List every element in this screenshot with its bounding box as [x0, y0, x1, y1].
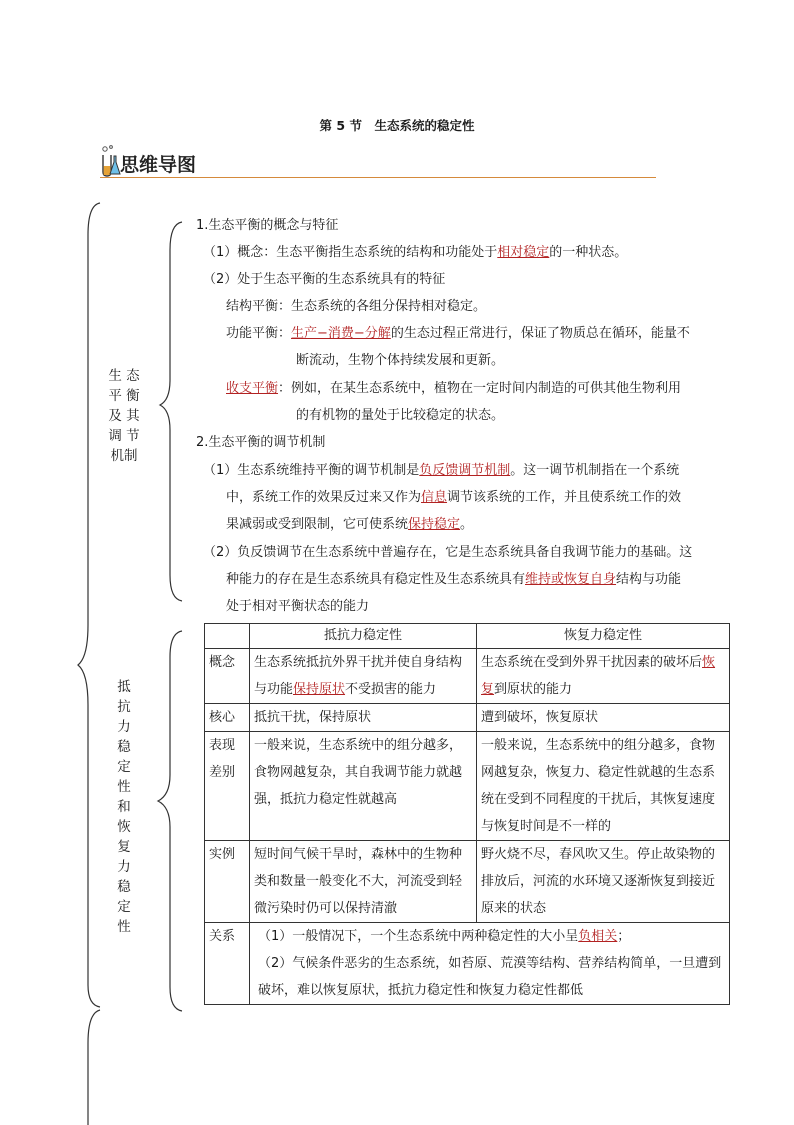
mechanism-line1: （1）生态系统维持平衡的调节机制是负反馈调节机制。这一调节机制指在一个系统: [203, 463, 680, 478]
label-line: 机制: [110, 448, 138, 464]
label-char: 力: [117, 719, 131, 735]
table-row: [205, 923, 730, 1005]
table-cell: 一般来说，生态系统中的组分越多，食物网越复杂，恢复力、稳定性就越的生态系统在受到不同程度的干扰后，其恢复速度与恢复时间是不一样的: [477, 732, 730, 841]
section-header: [100, 146, 656, 180]
table-corner: [205, 624, 250, 649]
highlight-term: 负相关: [578, 929, 618, 944]
budget-balance: 收支平衡：例如，在某生态系统中，植物在一定时间内制造的可供其他生物利用: [226, 381, 682, 396]
table-cell: [250, 923, 730, 1005]
heading-concept: 1.生态平衡的概念与特征: [196, 218, 339, 233]
highlight-term: 负反馈调节机制: [419, 463, 511, 478]
table-cell: 一般来说，生态系统中的组分越多，食物网越复杂，其自我调节能力就越强，抵抗力稳定性就越高: [250, 732, 477, 841]
label-line: 及 其: [108, 408, 140, 424]
function-balance: 功能平衡：生产−消费−分解的生态过程正常进行，保证了物质总在循环，能量不: [226, 326, 690, 341]
table-row: [205, 841, 730, 923]
label-char: 稳: [117, 739, 131, 755]
concept-line: （1）概念：生态平衡指生态系统的结构和功能处于相对稳定的一种状态。: [203, 245, 628, 260]
table-cell: 抵抗干扰，保持原状: [250, 704, 477, 732]
table-row: [205, 624, 730, 649]
flask-microscope-icon: [100, 144, 120, 178]
section2-label: [112, 677, 136, 937]
label-char: 恢: [117, 819, 131, 835]
highlight-term: 保持原状: [293, 682, 346, 697]
mechanism2-line2: 种能力的存在是生态系统具有稳定性及生态系统具有维持或恢复自身结构与功能: [226, 572, 682, 587]
column-header: 恢复力稳定性: [477, 624, 730, 649]
table-cell: 野火烧不尽，春风吹又生。停止故染物的排放后，河流的水环境又逐渐恢复到接近原来的状态: [477, 841, 730, 923]
label-char: 性: [117, 779, 131, 795]
row-label: 概念: [205, 649, 250, 704]
column-header: 抵抗力稳定性: [250, 624, 477, 649]
label-char: 定: [117, 899, 131, 915]
label-char: 定: [117, 759, 131, 775]
label-line: 生 态: [108, 368, 140, 384]
label-line: 平 衡: [108, 388, 140, 404]
stability-comparison-table: [204, 623, 730, 1005]
label-char: 性: [117, 919, 131, 935]
highlight-term: 保持稳定: [408, 517, 461, 532]
label-char: 稳: [117, 879, 131, 895]
table-row: [205, 732, 730, 841]
table-row: [205, 649, 730, 704]
function-balance-cont: 断流动，生物个体持续发展和更新。: [296, 353, 505, 368]
highlight-term: 生产−消费−分解: [291, 326, 391, 341]
table-row: [205, 704, 730, 732]
row-label: 核心: [205, 704, 250, 732]
relation-line1: （1）一般情况下，一个生态系统中两种稳定性的大小呈负相关；: [258, 929, 631, 944]
label-char: 抵: [117, 679, 131, 695]
highlight-term: 恢复: [481, 655, 716, 697]
mind-map-braces: [70, 195, 200, 1125]
label-char: 复: [117, 839, 131, 855]
mechanism2-line3: 处于相对平衡状态的能力: [226, 599, 370, 614]
table-cell: 遭到破坏，恢复原状: [477, 704, 730, 732]
table-cell: 短时间气候干旱时，森林中的生物种类和数量一般变化不大，河流受到轻微污染时仍可以保持清澈: [250, 841, 477, 923]
label-line: 调 节: [108, 428, 140, 444]
relation-line2: （2）气候条件恶劣的生态系统，如苔原、荒漠等结构、营养结构简单，一旦遭到破坏，难以恢复原状，抵抗力稳定性和恢复力稳定性都低: [258, 956, 722, 998]
row-label: 表现差别: [205, 732, 250, 841]
heading-mechanism: 2.生态平衡的调节机制: [196, 435, 326, 450]
section1-label: [104, 366, 144, 466]
highlight-term: 维持或恢复自身: [525, 572, 617, 587]
feature-heading: （2）处于生态平衡的生态系统具有的特征: [203, 272, 446, 287]
mechanism-line2: 中，系统工作的效果反过来又作为信息调节该系统的工作，并且使系统工作的效: [226, 490, 682, 505]
label-char: 抗: [117, 699, 131, 715]
page-title: 第 5 节 生态系统的稳定性: [319, 118, 475, 133]
highlight-term: 信息: [421, 490, 448, 505]
label-char: 和: [117, 799, 131, 815]
table-cell: 生态系统在受到外界干扰因素的破坏后恢复到原状的能力: [477, 649, 730, 704]
header-text: 思维导图: [120, 154, 197, 176]
row-label: 关系: [205, 923, 250, 1005]
mechanism-line3: 果减弱或受到限制，它可使系统保持稳定。: [226, 517, 474, 532]
table-cell: 生态系统抵抗外界干扰并使自身结构与功能保持原状不受损害的能力: [250, 649, 477, 704]
mechanism2-line1: （2）负反馈调节在生态系统中普遍存在，它是生态系统具备自我调节能力的基础。这: [203, 545, 693, 560]
budget-balance-cont: 的有机物的量处于比较稳定的状态。: [296, 408, 505, 423]
label-char: 力: [117, 859, 131, 875]
structure-balance: 结构平衡：生态系统的各组分保持相对稳定。: [226, 299, 487, 314]
highlight-term: 相对稳定: [497, 245, 550, 260]
highlight-term: 收支平衡: [226, 381, 279, 396]
header-divider: [100, 177, 656, 178]
row-label: 实例: [205, 841, 250, 923]
